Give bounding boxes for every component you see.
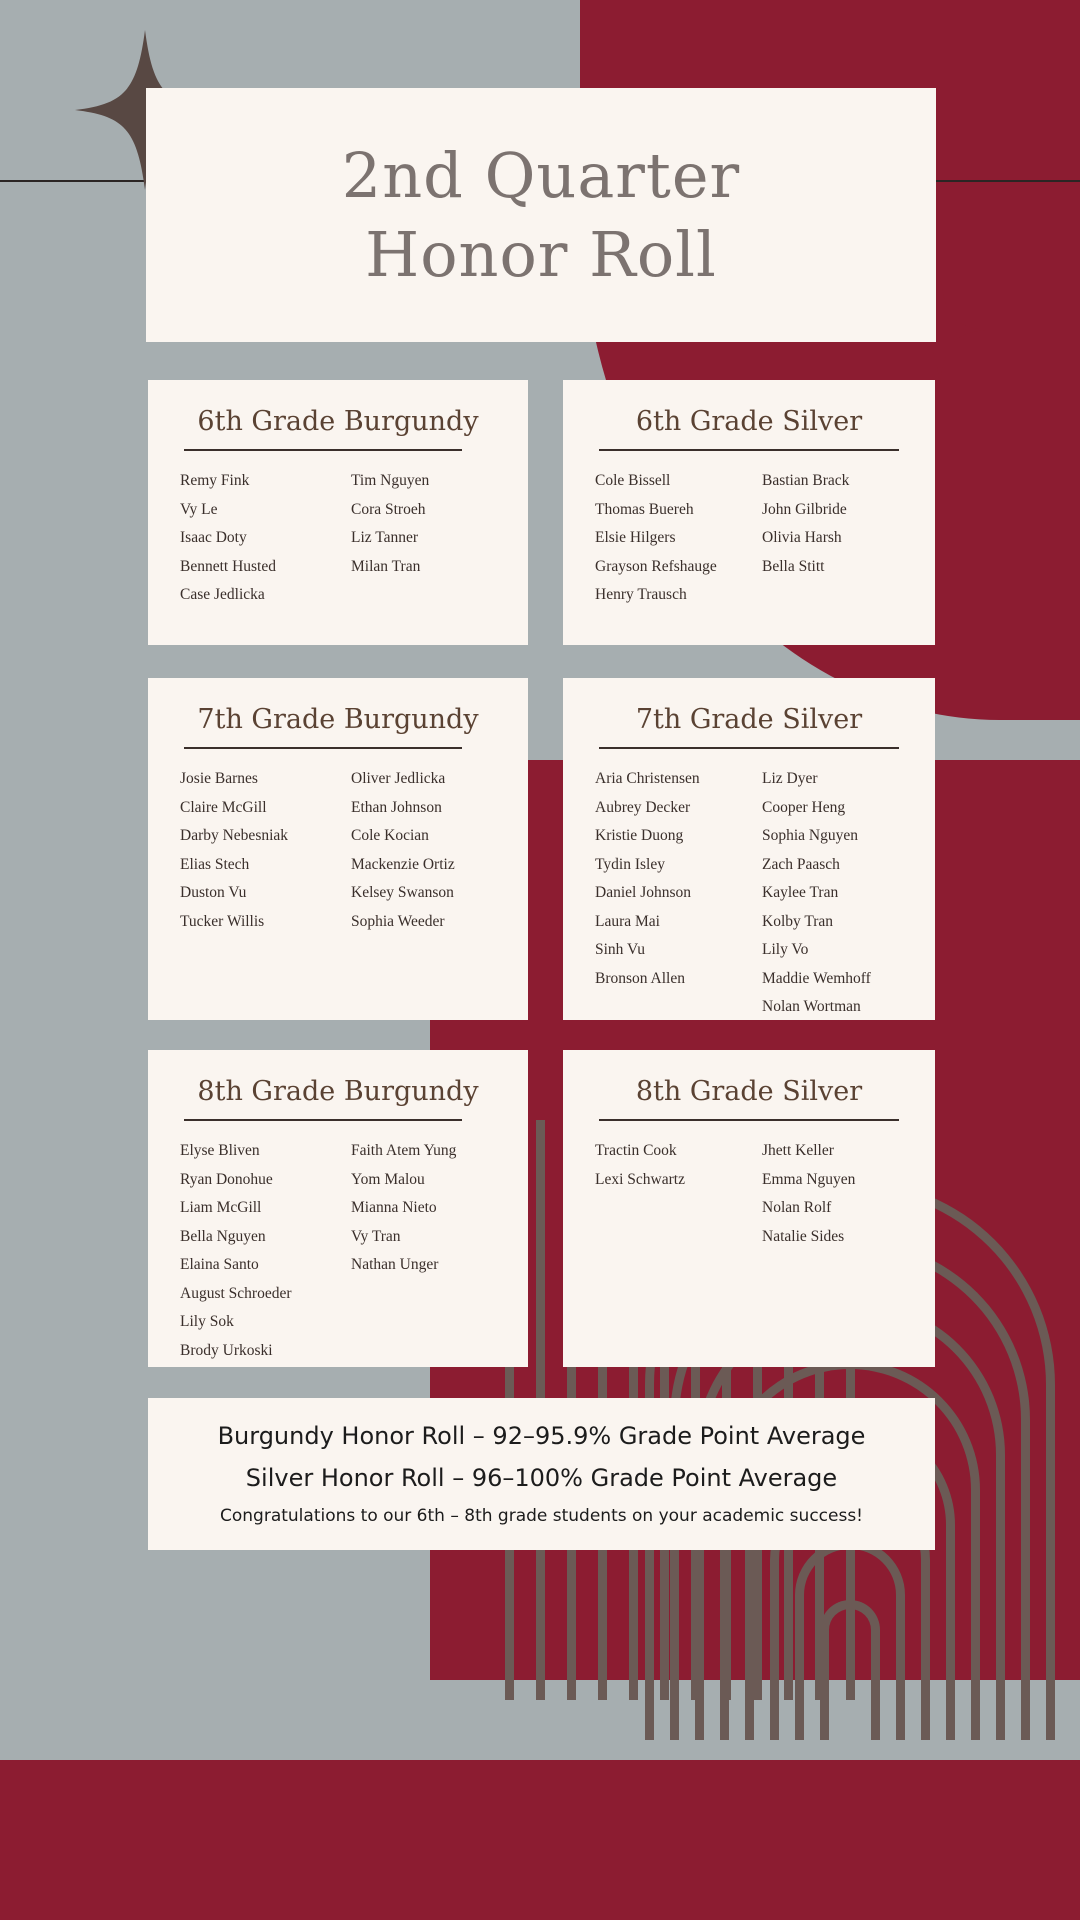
list-item: Maddie Wemhoff xyxy=(762,969,871,987)
name-column-2 xyxy=(351,1143,496,1371)
card-divider xyxy=(184,747,462,749)
list-item: Kaylee Tran xyxy=(762,884,839,901)
name-list xyxy=(180,1143,496,1371)
title-line-2: Honor Roll xyxy=(365,218,717,291)
card-divider xyxy=(184,1119,462,1121)
list-item: Liam McGill xyxy=(180,1199,262,1216)
list-item: Bastian Brack xyxy=(762,472,850,489)
list-item: Oliver Jedlicka xyxy=(351,770,446,787)
list-item: Jhett Keller xyxy=(762,1142,834,1159)
list-item: Faith Atem Yung xyxy=(351,1142,457,1159)
list-item: Bronson Allen xyxy=(595,969,685,987)
name-column-1 xyxy=(595,473,736,616)
name-column-1 xyxy=(180,1143,325,1371)
list-item: Claire McGill xyxy=(180,798,267,816)
list-item: Elsie Hilgers xyxy=(595,529,676,546)
name-column-2 xyxy=(762,1143,903,1257)
footer-card xyxy=(148,1398,935,1550)
list-item: Lexi Schwartz xyxy=(595,1170,685,1188)
title-line-1: 2nd Quarter xyxy=(341,138,741,212)
list-item: Liz Tanner xyxy=(351,529,419,546)
list-item: Ethan Johnson xyxy=(351,798,442,816)
name-column-2 xyxy=(762,771,903,1028)
list-item: Ryan Donohue xyxy=(180,1170,273,1188)
card-7th-grade-burgundy xyxy=(148,678,528,1020)
card-title: 8th Grade Silver xyxy=(635,1076,863,1107)
list-item: Mackenzie Ortiz xyxy=(351,855,455,873)
list-item: Isaac Doty xyxy=(180,529,247,546)
name-column-2 xyxy=(351,473,496,616)
footer-congratulations: Congratulations to our 6th – 8th grade students on your academic success! xyxy=(220,1506,863,1526)
list-item: Yom Malou xyxy=(351,1170,425,1188)
list-item: Tim Nguyen xyxy=(351,472,430,489)
name-list xyxy=(180,771,496,942)
list-item: Grayson Refshauge xyxy=(595,557,717,575)
list-item: Darby Nebesniak xyxy=(180,827,289,844)
list-item: Duston Vu xyxy=(180,884,247,901)
list-item: Case Jedlicka xyxy=(180,586,265,603)
name-column-2 xyxy=(351,771,496,942)
list-item: Brody Urkoski xyxy=(180,1341,273,1359)
list-item: Lily Vo xyxy=(762,941,809,958)
list-item: Vy Le xyxy=(180,500,218,518)
list-item: Elaina Santo xyxy=(180,1256,259,1273)
card-6th-grade-silver xyxy=(563,380,935,645)
list-item: Kolby Tran xyxy=(762,912,834,930)
list-item: John Gilbride xyxy=(762,500,847,518)
list-item: Sophia Weeder xyxy=(351,912,445,930)
name-list xyxy=(595,1143,903,1257)
list-item: Sophia Nguyen xyxy=(762,827,859,844)
list-item: Thomas Buereh xyxy=(595,500,694,518)
card-title: 6th Grade Burgundy xyxy=(197,406,479,437)
list-item: Henry Trausch xyxy=(595,586,687,603)
list-item: Tydin Isley xyxy=(595,855,665,873)
card-divider xyxy=(599,747,899,749)
list-item: Liz Dyer xyxy=(762,770,818,787)
list-item: Kelsey Swanson xyxy=(351,884,454,901)
list-item: August Schroeder xyxy=(180,1284,292,1302)
card-divider xyxy=(599,449,899,451)
card-6th-grade-burgundy xyxy=(148,380,528,645)
list-item: Bennett Husted xyxy=(180,557,276,575)
list-item: Nolan Rolf xyxy=(762,1199,832,1216)
list-item: Cora Stroeh xyxy=(351,500,426,518)
list-item: Elyse Bliven xyxy=(180,1142,260,1159)
list-item: Bella Stitt xyxy=(762,557,825,575)
list-item: Milan Tran xyxy=(351,557,421,575)
list-item: Aria Christensen xyxy=(595,770,700,787)
list-item: Daniel Johnson xyxy=(595,884,692,901)
list-item: Laura Mai xyxy=(595,912,660,930)
name-list xyxy=(595,771,903,1028)
list-item: Lily Sok xyxy=(180,1313,234,1330)
card-title: 6th Grade Silver xyxy=(635,406,863,437)
card-divider xyxy=(184,449,462,451)
list-item: Cole Kocian xyxy=(351,827,429,844)
name-list xyxy=(180,473,496,616)
list-item: Mianna Nieto xyxy=(351,1199,437,1216)
list-item: Josie Barnes xyxy=(180,770,258,787)
name-column-1 xyxy=(595,771,736,1028)
card-8th-grade-burgundy xyxy=(148,1050,528,1367)
list-item: Aubrey Decker xyxy=(595,798,691,816)
list-item: Sinh Vu xyxy=(595,941,646,958)
name-list xyxy=(595,473,903,616)
footer-silver-criteria: Silver Honor Roll – 96–100% Grade Point Average xyxy=(245,1464,838,1492)
list-item: Nolan Wortman xyxy=(762,998,861,1015)
footer-burgundy-criteria: Burgundy Honor Roll – 92–95.9% Grade Point Average xyxy=(217,1422,866,1450)
card-title: 7th Grade Burgundy xyxy=(197,704,479,735)
list-item: Nathan Unger xyxy=(351,1256,439,1273)
card-title: 8th Grade Burgundy xyxy=(197,1076,479,1107)
list-item: Natalie Sides xyxy=(762,1227,845,1245)
list-item: Tractin Cook xyxy=(595,1142,677,1159)
card-divider xyxy=(599,1119,899,1121)
list-item: Cole Bissell xyxy=(595,472,671,489)
card-title: 7th Grade Silver xyxy=(635,704,863,735)
list-item: Bella Nguyen xyxy=(180,1227,266,1245)
page-title xyxy=(146,88,936,342)
list-item: Emma Nguyen xyxy=(762,1170,856,1188)
list-item: Tucker Willis xyxy=(180,912,265,930)
name-column-1 xyxy=(595,1143,736,1257)
name-column-2 xyxy=(762,473,903,616)
name-column-1 xyxy=(180,771,325,942)
list-item: Olivia Harsh xyxy=(762,529,842,546)
card-8th-grade-silver xyxy=(563,1050,935,1367)
card-7th-grade-silver xyxy=(563,678,935,1020)
list-item: Vy Tran xyxy=(351,1227,401,1245)
list-item: Elias Stech xyxy=(180,855,250,873)
list-item: Zach Paasch xyxy=(762,855,840,873)
list-item: Kristie Duong xyxy=(595,827,684,844)
list-item: Cooper Heng xyxy=(762,798,846,816)
name-column-1 xyxy=(180,473,325,616)
list-item: Remy Fink xyxy=(180,472,250,489)
